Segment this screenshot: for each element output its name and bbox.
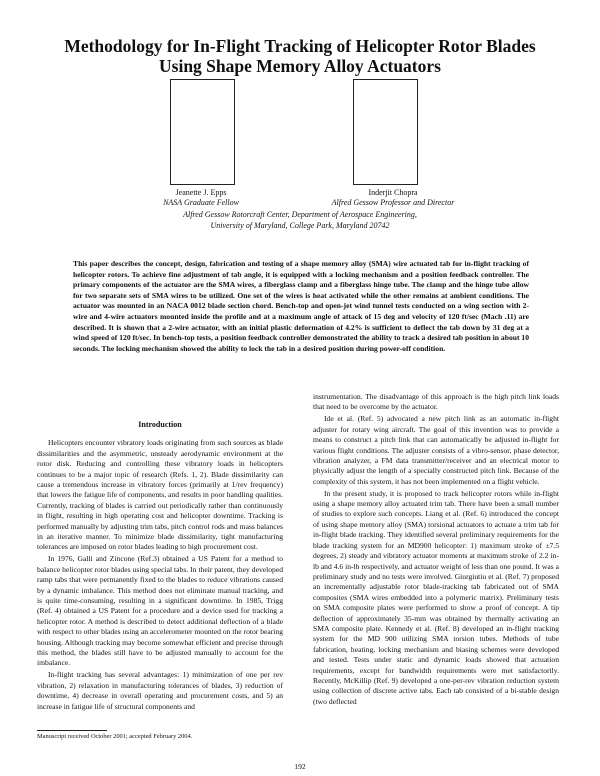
affiliation <box>100 210 500 231</box>
section-heading-introduction: Introduction <box>138 420 182 429</box>
intro-paragraph: Helicopters encounter vibratory loads originating from such sources as blade dissimilarities and the asymmetric, unsteady aerodynamic environment at the rotor disk. Reducing and controlling these vibratory loads in helicopters continues to be a major topic of research (Refs. 1, 2). Blade dissimilarity can cause a tremendous increase in vibratory forces (primarily at 1/rev frequency) that lowers the fatigue life of components, and results in poor handling qualities. Currently, tracking of blades is carried out periodically rather than continuously in flight, resulting in high operating cost and helicopter downtime. Tracking is performed manually by adjusting trim tabs, pitch control rods and mass balances in an iterative manner. To minimize blade dissimilarity, tight manufacturing tolerances are imposed on rotor blades leading to high procurement cost. <box>37 438 283 552</box>
footnote: Manuscript received October 2001; accepted February 2004. <box>37 733 193 740</box>
author-photo-epps <box>170 79 235 185</box>
title-line-1: Methodology for In-Flight Tracking of Helicopter Rotor Blades <box>64 36 536 56</box>
author-photo-chopra <box>353 79 418 185</box>
author-block-epps <box>116 188 286 208</box>
body-paragraph: instrumentation. The disadvantage of this approach is the high pitch link loads that need to be overcome by the actuator. <box>313 392 559 412</box>
author-role: NASA Graduate Fellow <box>163 198 239 207</box>
author-block-chopra <box>308 188 478 208</box>
abstract: This paper describes the concept, design, fabrication and testing of a shape memory alloy (SMA) wire actuated tab for in-flight tracking of helicopter rotors. To achieve fine adjustment of tab angle, it is equipped with a locking mechanism and a position feedback controller. The primary components of the actuator are the SMA wires, a fiberglass clamp and a fiberglass hinge tube. The clamp and the hinge tube allow for two separate sets of SMA wires to be utilized. One set of the wires is heat activated while the other remains at ambient conditions. The actuator was mounted in an NACA 0012 blade section chord. Bench-top and open-jet wind tunnel tests conducted on a wing section with 2-wire and 4-wire actuators mounted inside the profile and at a maximum angle of attack of 15 deg and velocity of 120 ft/sec (Mach .11) are described. It is shown that a 2-wire actuator, with an initial plastic deformation of 4.2% is sufficient to deflect the tab down by 31 deg at a wind speed of 120 ft/sec. In bench-top tests, a position feedback controller demonstrated the ability to track a desired tab position in about 10 seconds. The locking mechanism showed the ability to lock the tab in a desired position during power-off condition. <box>73 259 529 353</box>
left-column <box>37 420 283 713</box>
affiliation-line-1: Alfred Gessow Rotorcraft Center, Department of Aerospace Engineering, <box>183 210 417 219</box>
body-paragraph: In the present study, it is proposed to track helicopter rotors while in-flight using a shape memory alloy actuated trim tab. There have been a small number of studies to explore such concepts. Liang et al. (Ref. 6) introduced the concept of using shape memory alloy (SMA) torsional actuators to actuate a trim tab for in-flight blade tracking. They identified several preliminary requirements for the blade tracking system for an MD900 helicopter: 1) maximum stroke of ±7.5 degrees, 2) steady and vibratory actuator moments at maximum stroke of 2.2 in-lb and 4.6 in-lb respectively, and actuator weight of less than one pound. It was a preliminary study and no tests were involved. Giurgiutiu et al. (Ref. 7) proposed an incrementally adjustable rotor blade-tracking tab fabricated out of SMA composites (SMA wires embedded into a polymeric matrix). Preliminary tests on SMA composite plates were performed to show a proof of concept. A tip deflection of approximately 35-mm was obtained by thermally activating an SMA composite plate. Kennedy et al. (Ref. 8) developed an in-flight tracking system for the MD 900 utilizing SMA torsion tubes. Methods of tube fabrication, heating, locking mechanism and biasing schemes were developed and tested. Tests under static and dynamic loads showed that actuation requirements, except for bandwidth requirements were met satisfactorily. Recently, McKillip (Ref. 9) developed a one-per-rev vibration reduction system using collection of discrete active tabs. Each tab consisted of a bi-stable design (two deflected <box>313 488 559 706</box>
paper-title <box>40 36 560 76</box>
intro-paragraph: In 1976, Galli and Zincone (Ref.3) obtained a US Patent for a method to balance helicopter rotor blades using special tabs. In their patent, they developed ramp tabs that were permanently fixed to the blades to reduce vibrations caused by a dynamic imbalance. This method does not eliminate manual tracking, and is quite time-consuming, resulting in a significant downtime. In 1985, Trigg (Ref. 4) obtained a US Patent for a procedure and a device used for tracking a helicopter rotor. A method is described to detect additional deflection of a blade with respect to other blades using an accelerometer mounted on the rotor bearing housing. Although tracking may become somewhat efficient and precise through this method, the blades still have to be adjusted manually to account for the imbalance. <box>37 554 283 668</box>
title-line-2: Using Shape Memory Alloy Actuators <box>159 56 441 76</box>
author-role: Alfred Gessow Professor and Director <box>331 198 455 207</box>
body-paragraph: Ide et al. (Ref. 5) advocated a new pitch link as an automatic in-flight adjuster for rotary wing aircraft. The goal of this invention was to provide a means to construct a pitch link that can automatically be adjusted in-flight for various flight conditions. The adjuster consists of a vibro-sensor, phase detector, vibration analyzer, a FM data transmitter/receiver and an electrical motor to physically adjust the length of a specially constructed pitch link. Because of the complexity of this system, it has not been implemented on a flight vehicle. <box>313 414 559 486</box>
right-column <box>313 392 559 709</box>
author-name: Jeanette J. Epps <box>175 188 227 197</box>
affiliation-line-2: University of Maryland, College Park, Maryland 20742 <box>210 220 390 230</box>
page-number: 192 <box>294 762 306 771</box>
intro-paragraph: In-flight tracking has several advantages: 1) minimization of one per rev vibration, 2) relaxation in manufacturing tolerances of blades, 3) reduction of downtime, 4) decrease in overall operating and procurement costs, and 5) an increase in fatigue life of structural components and <box>37 670 283 711</box>
footnote-divider <box>37 730 107 731</box>
author-name: Inderjit Chopra <box>368 188 418 197</box>
